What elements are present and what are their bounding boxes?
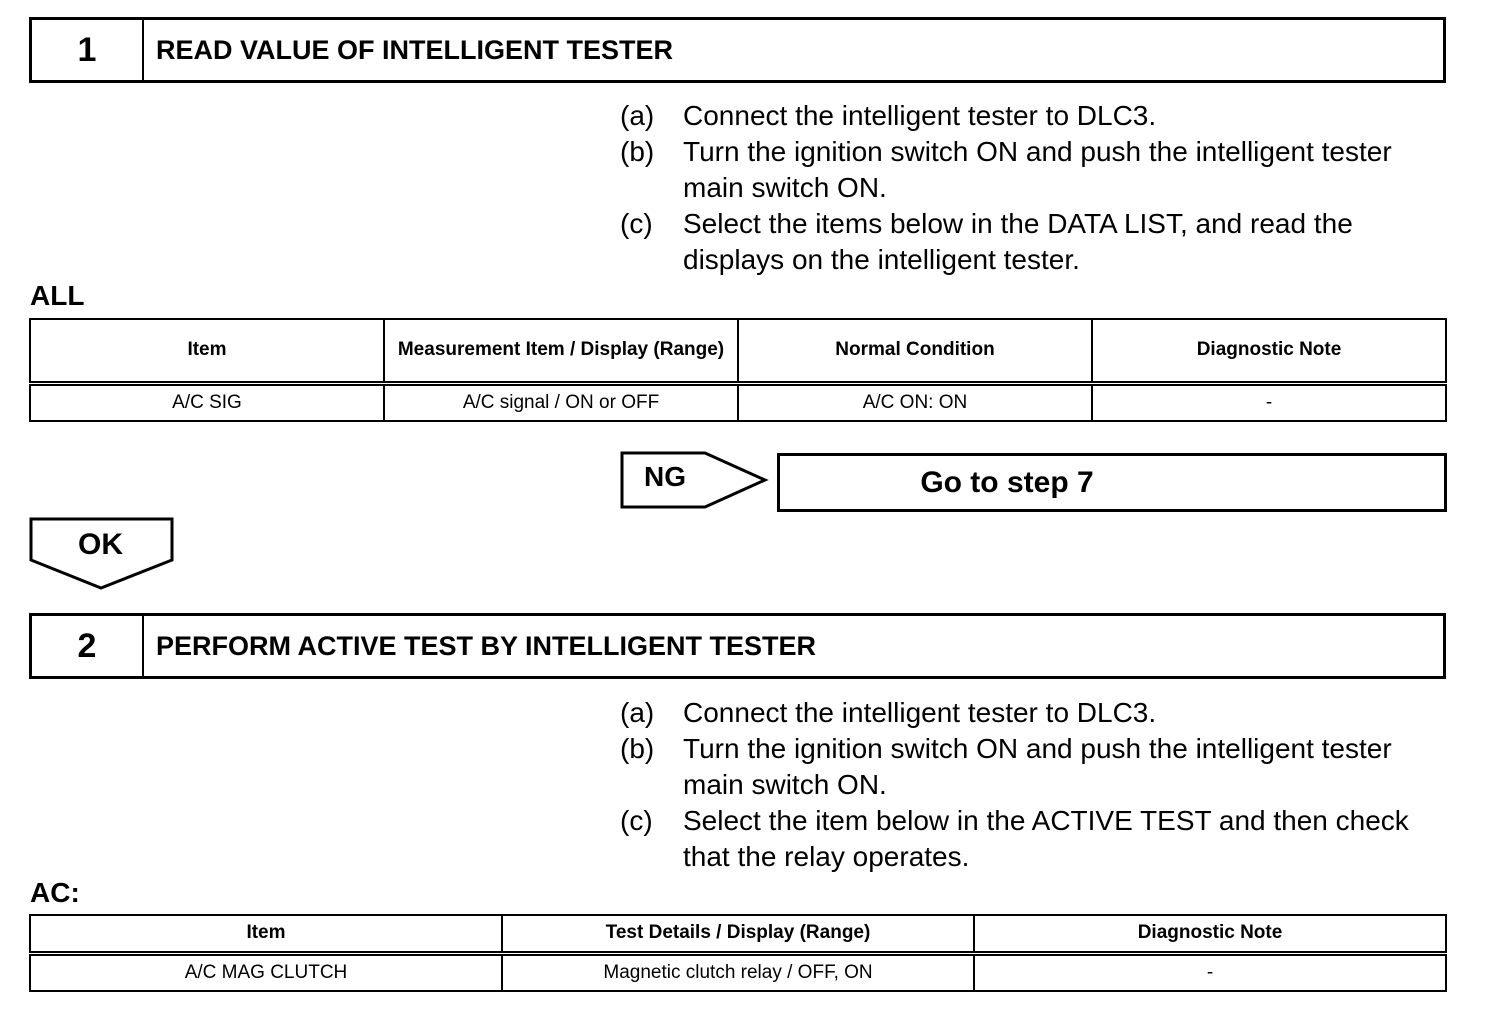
go-to-step-text: Go to step 7 — [920, 465, 1094, 499]
instruction-item — [620, 206, 1440, 278]
step-1-header — [29, 17, 1446, 83]
table-cell: A/C signal / ON or OFF — [384, 383, 738, 421]
column-header: Normal Condition — [738, 319, 1092, 383]
table-cell: - — [1092, 383, 1446, 421]
ng-label: NG — [644, 461, 686, 492]
ng-arrow-icon — [620, 451, 770, 509]
instruction-text: Select the item below in the ACTIVE TEST and then check that the relay operates. — [683, 805, 1409, 872]
step-number: 2 — [32, 616, 144, 676]
column-header: Measurement Item / Display (Range) — [384, 319, 738, 383]
table-cell: A/C MAG CLUTCH — [30, 953, 502, 991]
table-cell: - — [974, 953, 1446, 991]
column-header: Diagnostic Note — [974, 915, 1446, 953]
table-cell: A/C ON: ON — [738, 383, 1092, 421]
active-test-table — [29, 914, 1447, 992]
step-number: 1 — [32, 20, 144, 80]
table-label-all: ALL — [30, 280, 85, 311]
instruction-item — [620, 98, 1440, 134]
instruction-label: (a) — [620, 100, 655, 131]
table-label-ac: AC: — [30, 877, 80, 908]
instruction-item — [620, 803, 1440, 875]
table-cell: A/C SIG — [30, 383, 384, 421]
instruction-label: (b) — [620, 733, 655, 764]
instruction-item — [620, 134, 1440, 206]
step-title: PERFORM ACTIVE TEST BY INTELLIGENT TESTER — [156, 630, 817, 661]
column-header: Item — [30, 915, 502, 953]
instruction-label: (b) — [620, 136, 655, 167]
instruction-text: Turn the ignition switch ON and push the intelligent tester main switch ON. — [683, 733, 1392, 800]
instruction-label: (c) — [620, 208, 653, 239]
step-title: READ VALUE OF INTELLIGENT TESTER — [156, 34, 674, 65]
column-header: Test Details / Display (Range) — [502, 915, 974, 953]
go-to-step-box — [777, 453, 1447, 512]
instruction-label: (c) — [620, 805, 653, 836]
instruction-text: Select the items below in the DATA LIST, and read the displays on the intelligent tester. — [683, 208, 1353, 275]
table-row — [30, 953, 1446, 991]
step-2-header — [29, 613, 1446, 679]
step-2-instructions — [620, 695, 1440, 875]
table-cell: Magnetic clutch relay / OFF, ON — [502, 953, 974, 991]
instruction-text: Connect the intelligent tester to DLC3. — [683, 100, 1157, 131]
instruction-label: (a) — [620, 697, 655, 728]
step-1-instructions — [620, 98, 1440, 278]
column-header: Diagnostic Note — [1092, 319, 1446, 383]
instruction-item — [620, 731, 1440, 803]
table-row — [30, 383, 1446, 421]
instruction-text: Turn the ignition switch ON and push the intelligent tester main switch ON. — [683, 136, 1392, 203]
data-list-table — [29, 318, 1447, 422]
instruction-text: Connect the intelligent tester to DLC3. — [683, 697, 1157, 728]
column-header: Item — [30, 319, 384, 383]
ok-label: OK — [78, 528, 123, 561]
instruction-item — [620, 695, 1440, 731]
